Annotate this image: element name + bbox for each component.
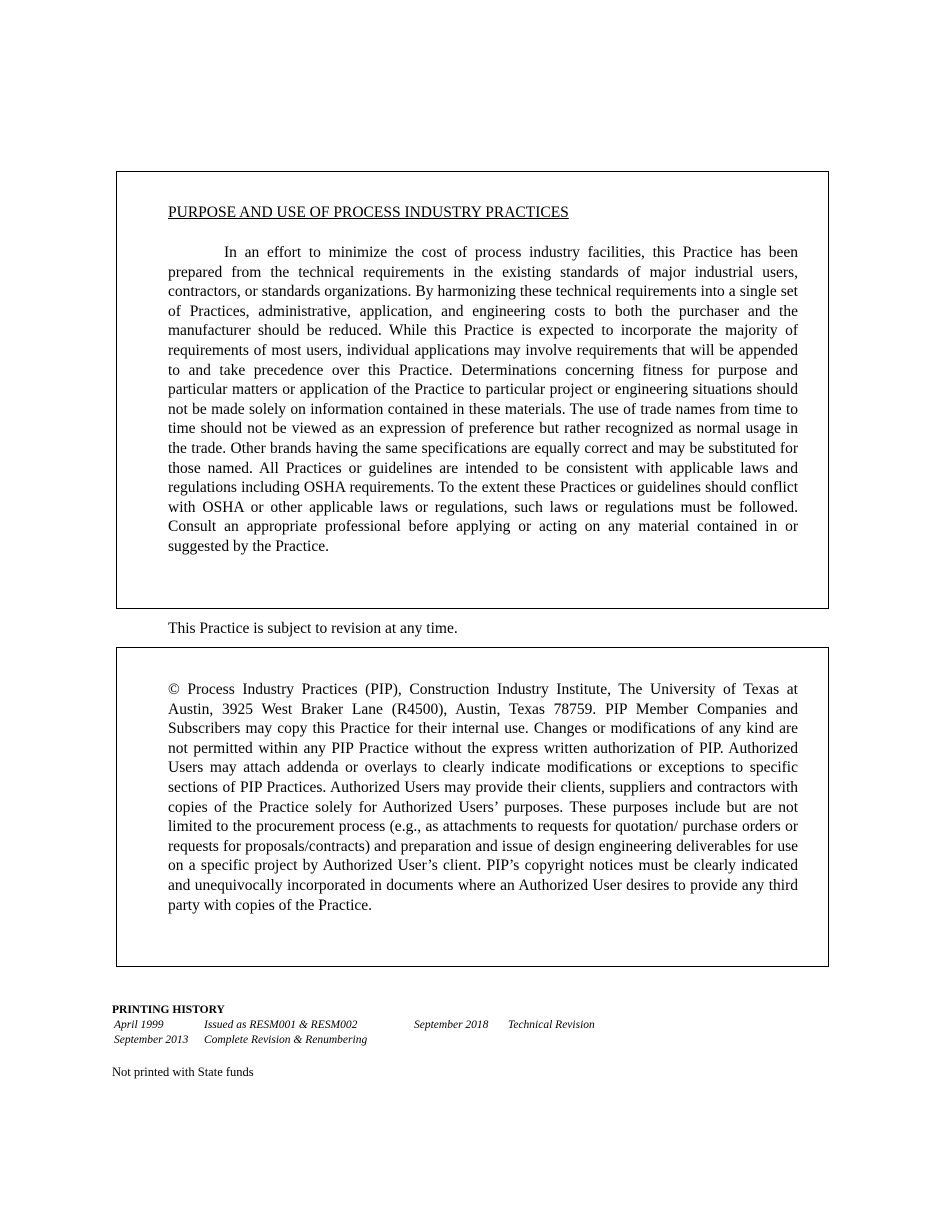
purpose-content [168,203,798,557]
purpose-heading: PURPOSE AND USE OF PROCESS INDUSTRY PRACTICES [168,204,569,221]
printing-history [112,1003,672,1047]
printing-history-title: PRINTING HISTORY [112,1004,225,1016]
purpose-box [116,171,829,609]
copyright-paragraph: © Process Industry Practices (PIP), Construction Industry Institute, The University of Texas at Austin, 3925 West Braker Lane (R4500), Austin, Texas 78759. PIP Member Companies and Subscribers may copy this Practice for their internal use. Changes or modifications of any kind are not permitted within any PIP Practice without the express written authorization of PIP. Authorized Users may attach addenda or overlays to clearly indicate modifications or exceptions to specific sections of PIP Practices. Authorized Users may provide their clients, suppliers and contractors with copies of the Practice solely for Authorized Users’ purposes. These purposes include but are not limited to the procurement process (e.g., as attachments to requests for quotation/ purchase orders or requests for proposals/contracts) and preparation and issue of design engineering deliverables for use on a specific project by Authorized User’s client. PIP’s copyright notices must be clearly indicated and unequivocally incorporated in documents where an Authorized User desires to provide any third party with copies of the Practice. [168,681,798,914]
printing-history-row [112,1018,672,1033]
history-date: September 2018 [414,1019,489,1031]
copyright-box [116,647,829,967]
printing-history-row [112,1033,672,1048]
history-date: September 2013 [114,1033,189,1046]
history-date: April 1999 [114,1019,164,1031]
history-description: Complete Revision & Renumbering [204,1033,368,1046]
history-description: Technical Revision [508,1019,595,1031]
revision-note: This Practice is subject to revision at any time. [168,620,458,637]
purpose-paragraph: In an effort to minimize the cost of process industry facilities, this Practice has been prepared from the technical requirements in the existing standards of major industrial users, contractors, or standards organizations. By harmonizing these technical requirements into a single set of Practices, administrative, application, and engineering costs to both the purchaser and the manufacturer should be reduced. While this Practice is expected to incorporate the majority of requirements of most users, individual applications may involve requirements that will be appended to and take precedence over this Practice. Determinations concerning fitness for purpose and particular matters or application of the Practice to particular project or engineering situations should not be made solely on information contained in these materials. The use of trade names from time to time should not be viewed as an expression of preference but rather recognized as normal usage in the trade. Other brands having the same specifications are equally correct and may be substituted for those named. All Practices or guidelines are intended to be consistent with applicable laws and regulations including OSHA requirements. To the extent these Practices or guidelines should conflict with OSHA or other applicable laws or regulations, such laws or regulations must be followed. Consult an appropriate professional before applying or acting on any material contained in or suggested by the Practice. [168,244,798,555]
history-description: Issued as RESM001 & RESM002 [204,1019,358,1031]
state-funds-note: Not printed with State funds [112,1065,254,1079]
copyright-content [168,680,798,915]
